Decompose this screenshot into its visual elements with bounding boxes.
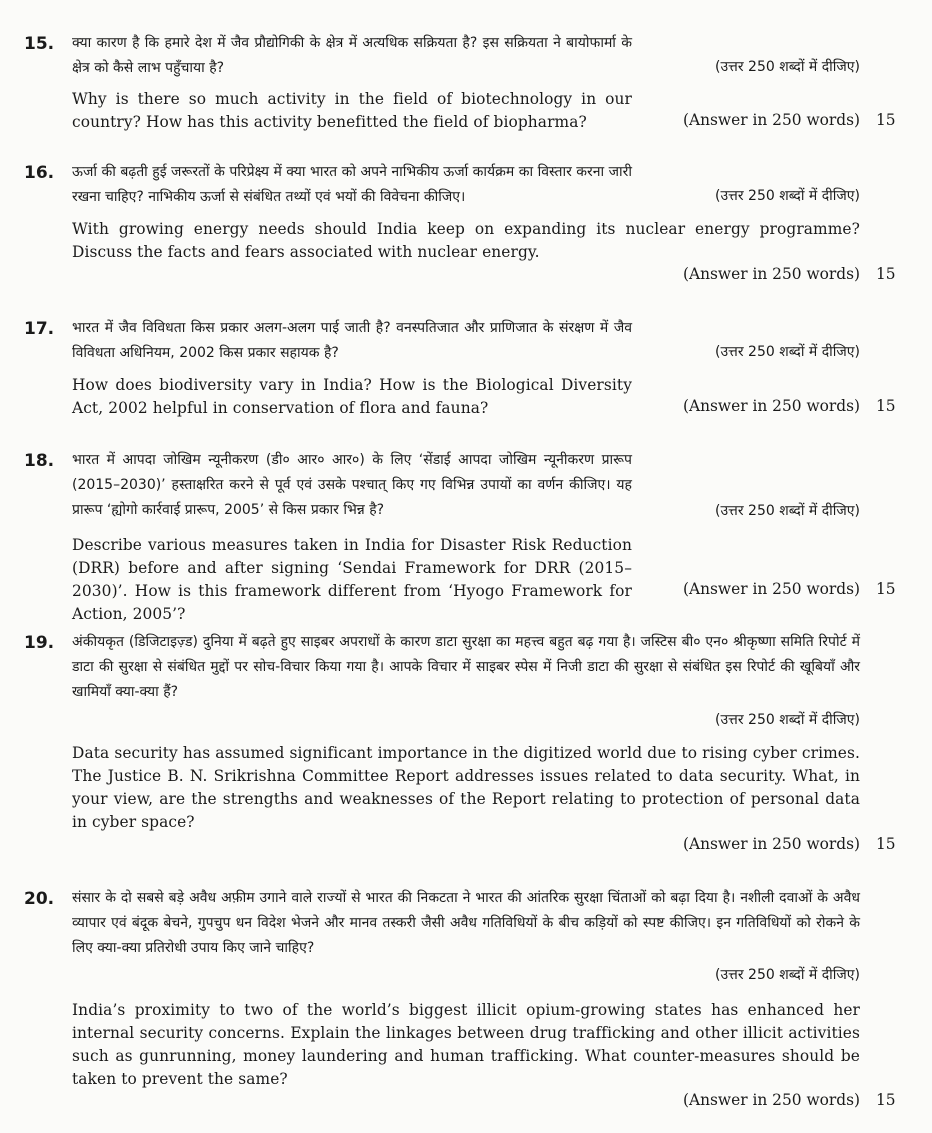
hindi-word-limit: (उत्तर 250 शब्दों में दीजिए) — [715, 344, 860, 360]
question-english: How does biodiversity vary in India? How is the Biological Diversity Act, 2002 helpful in conservation of flora and fauna? — [72, 376, 632, 417]
english-word-limit: (Answer in 250 words) — [682, 111, 860, 129]
question-marks: 15 — [876, 111, 896, 129]
question-hindi: क्या कारण है कि हमारे देश में जैव प्रौद्योगिकी के क्षेत्र में अत्यधिक सक्रियता है? इस सक्रियता ने बायोफार्मा के क्षेत्र को कैसे लाभ पहुँचाया है? — [72, 35, 632, 76]
question-hindi: संसार के दो सबसे बड़े अवैध अफ़ीम उगाने वाले राज्यों से भारत की निकटता ने भारत की आंतरिक सुरक्षा चिंताओं को बढ़ा दिया है। नशीली दवाओं के अवैध व्यापार एवं बंदूक बेचने, गुपचुप धन विदेश भेजने और मानव तस्करी जैसी अवैध गतिविधियों के बीच कड़ियों को स्पष्ट कीजिए। इन गतिविधियों को रोकने के लिए क्या-क्या प्रतिरोधी उपाय किए जाने चाहिए? — [72, 890, 860, 956]
question-number: 16. — [24, 163, 55, 183]
hindi-word-limit: (उत्तर 250 शब्दों में दीजिए) — [715, 712, 860, 728]
question-marks: 15 — [876, 835, 896, 853]
hindi-word-limit: (उत्तर 250 शब्दों में दीजिए) — [715, 188, 860, 204]
question-marks: 15 — [876, 1091, 896, 1109]
question-english: With growing energy needs should India keep on expanding its nuclear energy programme? Discuss the facts and fears associated with nuclear energy. — [72, 220, 860, 261]
question-hindi: भारत में आपदा जोखिम न्यूनीकरण (डी० आर० आर०) के लिए ‘सेंडाई आपदा जोखिम न्यूनीकरण प्रारूप (2015–2030)’ हस्ताक्षरित करने से पूर्व एवं उसके पश्चात् किए गए विभिन्न उपायों का वर्णन कीजिए। यह प्रारूप ‘ह्योगो कार्रवाई प्रारूप, 2005’ से किस प्रकार भिन्न है? — [72, 452, 632, 518]
question-number: 20. — [24, 889, 55, 909]
question-hindi: भारत में जैव विविधता किस प्रकार अलग-अलग पाई जाती है? वनस्पतिजात और प्राणिजात के संरक्षण में जैव विविधता अधिनियम, 2002 किस प्रकार सहायक है? — [72, 320, 632, 361]
english-word-limit: (Answer in 250 words) — [682, 1091, 860, 1109]
hindi-word-limit: (उत्तर 250 शब्दों में दीजिए) — [715, 503, 860, 519]
question-marks: 15 — [876, 580, 896, 598]
english-word-limit: (Answer in 250 words) — [682, 835, 860, 853]
hindi-word-limit: (उत्तर 250 शब्दों में दीजिए) — [715, 59, 860, 75]
english-word-limit: (Answer in 250 words) — [682, 397, 860, 415]
question-english: Data security has assumed significant importance in the digitized world due to rising cyber crimes. The Justice B. N. Srikrishna Committee Report addresses issues related to data security. What, in your view, are the strengths and weaknesses of the Report relating to protection of personal data in cyber space? — [72, 744, 860, 831]
question-number: 17. — [24, 319, 55, 339]
question-number: 18. — [24, 451, 55, 471]
question-number: 19. — [24, 633, 55, 653]
question-number: 15. — [24, 34, 55, 54]
english-word-limit: (Answer in 250 words) — [682, 580, 860, 598]
question-english: India’s proximity to two of the world’s biggest illicit opium-growing states has enhanced her internal security concerns. Explain the linkages between drug trafficking and other illicit activities such as gunrunning, money laundering and human trafficking. What counter-measures should be taken to prevent the same? — [72, 1001, 860, 1088]
question-marks: 15 — [876, 265, 896, 283]
hindi-word-limit: (उत्तर 250 शब्दों में दीजिए) — [715, 967, 860, 983]
english-word-limit: (Answer in 250 words) — [682, 265, 860, 283]
question-english: Why is there so much activity in the field of biotechnology in our country? How has this activity benefitted the field of biopharma? — [72, 90, 632, 131]
question-hindi: ऊर्जा की बढ़ती हुई जरूरतों के परिप्रेक्ष्य में क्या भारत को अपने नाभिकीय ऊर्जा कार्यक्रम का विस्तार करना जारी रखना चाहिए? नाभिकीय ऊर्जा से संबंधित तथ्यों एवं भयों की विवेचना कीजिए। — [72, 164, 632, 205]
question-marks: 15 — [876, 397, 896, 415]
question-hindi: अंकीयकृत (डिजिटाइज़्ड) दुनिया में बढ़ते हुए साइबर अपराधों के कारण डाटा सुरक्षा का महत्त्व बहुत बढ़ गया है। जस्टिस बी० एन० श्रीकृष्णा समिति रिपोर्ट में डाटा की सुरक्षा से संबंधित मुद्दों पर सोच-विचार किया गया है। आपके विचार में साइबर स्पेस में निजी डाटा की सुरक्षा से संबंधित इस रिपोर्ट की खूबियाँ और खामियाँ क्या-क्या हैं? — [72, 634, 860, 700]
question-english: Describe various measures taken in India for Disaster Risk Reduction (DRR) before and after signing ‘Sendai Framework for DRR (2015–2030)’. How is this framework different from ‘Hyogo Framework for Action, 2005’? — [72, 536, 632, 623]
